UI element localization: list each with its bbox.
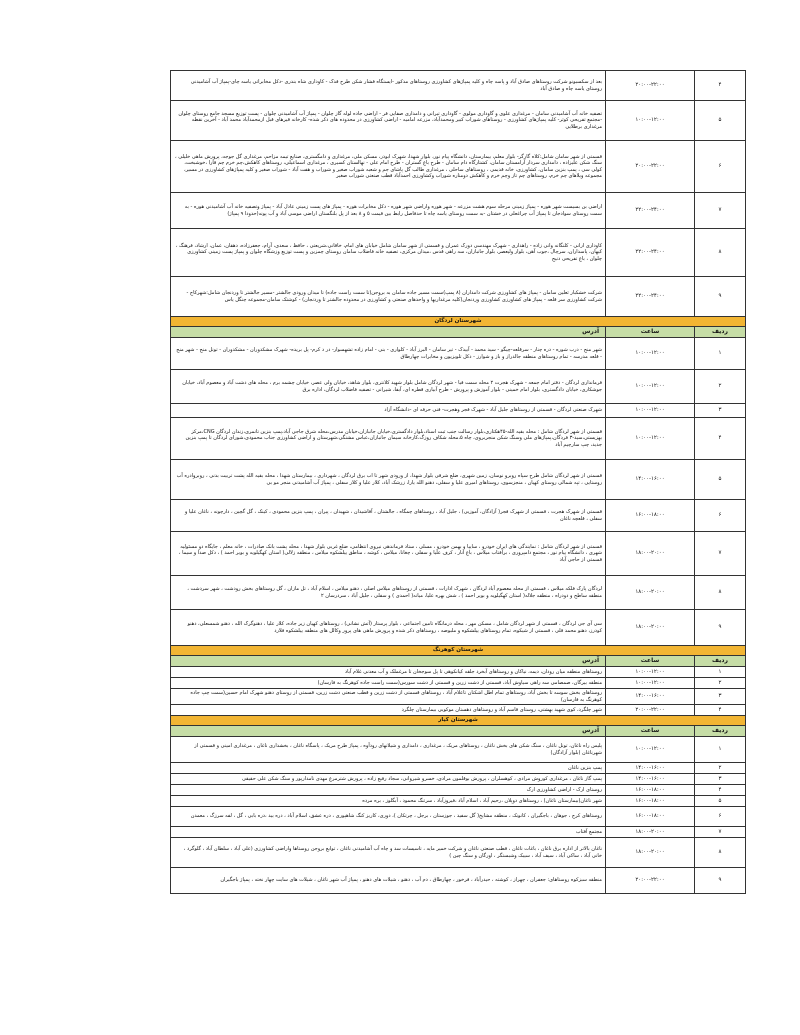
table-row (171, 338, 746, 370)
row-index: ۷ (695, 827, 746, 838)
row-time: ۱۶:۰۰-۱۸:۰۰ (606, 796, 695, 807)
table-row (171, 737, 746, 763)
row-index: ۶ (695, 141, 746, 193)
section-title-row (171, 317, 746, 327)
row-index: ۹ (695, 868, 746, 894)
row-index: ۵ (695, 796, 746, 807)
row-address: مجتمع آفتاب (171, 827, 606, 838)
row-address: پمپ بنزین ناغان (171, 763, 606, 774)
column-header-row (171, 656, 746, 667)
row-index: ۳ (695, 404, 746, 418)
row-index: ۲ (695, 370, 746, 404)
row-time: ۱۴:۰۰-۱۶:۰۰ (606, 763, 695, 774)
row-index: ۱ (695, 667, 746, 678)
section-title-row (171, 646, 746, 656)
row-address: قسمتی از شهر سامان شامل:کلاه گارگر- بلوار معلم، بیمارستان، دانشگاه پیام نور، بلوار شهدا، شهرک ابوذر، مسکن ملی، مرغداری و دامگستری، صنایع تیمه مزاحم، مرغداری گل جوجه، پرورش ماهی خلیلی ، سنگ شکن علیزاده ، دامداری سردار آرامستان سامان، کشتارگاه دام سامان - طرح باغ گستران - طرح امام علی - نهالستان کسیری ، مرغداری اسماعیلی، روستاهای کاهکش،چم خرم چم قارا ،خوشبخت، کولی سی ، پمپ بنزین سامان، کشاورزی، خانه قدیمی ، روستاهای ساحلی ، مرغداری طالب گل پاشای جم و شعبه شوراب صغیر و شوراب و هفت آباد - شوراب صغیر و کلیه پمپاژهای کشاورزی در مسیر، مجموعه ویلاهای چم خرم، روستاهای چم تاز وچم خرم و کاهکش دومناره شوراب وکشاورزی احمدآباد قطب صنعتی شوراب صغیر (171, 141, 606, 193)
table-row (171, 460, 746, 500)
row-address: قسمتی از شهرک هجرت ، قسمتی از شهرک فجر( آزادگان، آموزیی) ، جلیل آباد ، روستاهای چمگاه ، جالشتان ، آفاشیدان ، شهیدان ، پیران ، پمپ بنزین محمودی ، کینک ، گل گچین ، دارچونه ، ناغان علیا و سفلی ، قلعچه ناغان (171, 500, 606, 532)
table-row (171, 763, 746, 774)
table-row (171, 678, 746, 689)
row-index: ۴ (695, 785, 746, 796)
index-header: ردیف (695, 656, 746, 667)
table-row (171, 532, 746, 576)
row-time: ۲۰:۰۰-۲۲:۰۰ (606, 141, 695, 193)
row-address: منطقه بیرگان، صمصامی سه راهی سیاوش آباد، قسمتی از دشت زرین و قسمتی از دشت سورس(سمت راست جاده کوهرنگ به فارسان) (171, 678, 606, 689)
row-index: ۶ (695, 807, 746, 827)
row-index: ۷ (695, 193, 746, 229)
address-header: آدرس (171, 656, 606, 667)
row-address: روستای ارک - اراضی کشاورزی ارک (171, 785, 606, 796)
outage-schedule-page (170, 70, 746, 894)
row-time: ۱۶:۰۰-۱۸:۰۰ (606, 500, 695, 532)
row-time: ۱۴:۰۰-۱۶:۰۰ (606, 460, 695, 500)
row-address: قسمتی از شهر لردگان شامل طرح سپاه روبرو نوسان، زمین شهری، ضلع شرقی بلوار شهدا، از ورودی شهر تا اب برق لردگان ، شهرداری ، بیمارستان شهدا ، محله بقیه الله پشت تربیت بدنی ، روبروادره آب روستایی ، تپه شمالی روستای کهیان ، منجزسوی، روستاهای امیری علیا و سفلی، دهنو الله یارا، زرشک آباد، کلار علیا و کلار سفلی ، پمپاژ آب آشامیدنی منجر مو بی (171, 460, 606, 500)
row-index: ۳ (695, 689, 746, 705)
table-row (171, 785, 746, 796)
time-header: ساعت (606, 327, 695, 338)
row-index: ۴ (695, 705, 746, 716)
row-index: ۵ (695, 460, 746, 500)
row-time: ۲۰:۰۰-۲۲:۰۰ (606, 71, 695, 101)
row-time: ۱۰:۰۰-۱۲:۰۰ (606, 678, 695, 689)
row-time: ۱۸:۰۰-۲۰:۰۰ (606, 827, 695, 838)
table-row (171, 838, 746, 868)
row-index: ۴ (695, 418, 746, 460)
index-header: ردیف (695, 726, 746, 737)
row-time: ۱۶:۰۰-۱۸:۰۰ (606, 785, 695, 796)
row-time: ۱۶:۰۰-۱۸:۰۰ (606, 807, 695, 827)
table-row (171, 404, 746, 418)
address-header: آدرس (171, 327, 606, 338)
row-index: ۱ (695, 737, 746, 763)
row-address: روستاهای بخش سوسه تا بخش آباد، روستاهای تمام اطل اشکنان تاعلام آباد ، روستاهای قسمتی از دشت زرین و قطب صنعتی دشت زرین، قسمتی از روستای دهنو شهرک امام حسین(سمت چپ جاده کوهرنگ به فارسان) (171, 689, 606, 705)
table-row (171, 370, 746, 404)
row-time: ۱۴:۰۰-۱۶:۰۰ (606, 774, 695, 785)
row-address: شهرک صنعتی لردگان - قسمتی از روستاهای جلیل آباد - شهرک فجر وهجرت- فنی حرفه ای -دانشگاه آزاد (171, 404, 606, 418)
table-row (171, 277, 746, 317)
row-time: ۱۸:۰۰-۲۰:۰۰ (606, 532, 695, 576)
table-row (171, 827, 746, 838)
row-address: روستاهای منطقه میان رودان، دیمه، نیاکان و روستاهای آبخرد جلقه کیانکوهی تا پل سوجخان تا مرغملک و آب معدنی غلام آباد (171, 667, 606, 678)
table-row (171, 705, 746, 716)
row-index: ۲ (695, 678, 746, 689)
row-index: ۸ (695, 229, 746, 277)
row-address: سی آی جی لردگان ، قسمتی از شهر لردگان شامل ، مسکن مهر ، محله درمانگاه تامین اجتماعی ، بلوار پرستار (آتش نشانی) ، روستاهای کهیان زیر جاده، کلار علیا ، دهنوگرک الله ، دهنو شمسعلی، دهنو کودرز، دهنو محمد قلی ، قسمتی از شیکوه، تمام روستاهای ییلشکوه و ملبوصه ، روستاهای ذکر شده و پرورش ماهی های پرور وکالل های منطقه ییلشکوه فلارد (171, 610, 606, 646)
row-time: ۱۴:۰۰-۱۶:۰۰ (606, 689, 695, 705)
column-header-row (171, 726, 746, 737)
row-index: ۶ (695, 500, 746, 532)
row-time: ۱۰:۰۰-۱۲:۰۰ (606, 370, 695, 404)
table-row (171, 418, 746, 460)
section-title: شهرستان کیار (171, 716, 746, 726)
row-time: ۱۸:۰۰-۲۰:۰۰ (606, 610, 695, 646)
row-index: ۵ (695, 101, 746, 141)
row-address: ناغان بالاتر از اداره برق ناغان ، باغات ناغان ، قطب صنعتی ناغان و شرکت خمیر مایه ، تاسیسات سد و چاه آب آشامیدنی ناغان ، توابع بروجن روستاها واراضی کشاورزی (علی آباد ، سلطان آباد ، گلوگرد ، خانی آباد ، ساکی آباد ، سیف آباد ، سیبک وشبستگر ، اورگان و سنگ چین ) (171, 838, 606, 868)
row-time: ۲۲:۰۰-۲۴:۰۰ (606, 277, 695, 317)
row-address: روستاهای کرج ، جوهان ، باجگیران ، کانونک ، منطقه مشایخ( گل سفید ، جوزستان ، برجل ، چرتکان )، دوری، کاریز کنگ شاهپوری ، دره عشق، اسلام آباد ، دره بید ،دره بابی ، گل ، لفه سرزگ ، معمدن (171, 807, 606, 827)
address-header: آدرس (171, 726, 606, 737)
time-header: ساعت (606, 726, 695, 737)
table-row (171, 141, 746, 193)
row-address: پلیس راه ناغان، تونل ناغان ، سنگ شکن های بخش ناغان ، روستاهای مریک ، مرغداری ، دامداری و شیلاتهای رودآوه ، پمپاژ طرح مریک ، پاسگاه ناغان ، بخشداری ناغان ، مرغداری امینی و قسمتی از شهرناغان (بلوار آزادگان) (171, 737, 606, 763)
row-address: منطقه سبزکوه روستاهای: جعفران ، چهراز ، کوشته ، حیدرآباد ، فرخور ، چهارطاق ، دم آب ، دهنو ، شیلات های دهنو ، پمپاژ آب شهر ناغان ، شیلات های سایت چهار نخته ، پمپاژ باجگیران (171, 868, 606, 894)
outage-schedule-table (170, 70, 746, 894)
row-index: ۷ (695, 532, 746, 576)
table-row (171, 101, 746, 141)
row-address: قسمتی از شهر لردگان شامل : محله بقیه الله-۴۵هکتاری،بلوار رسالت جنب ثبت اسناد،بلوار دادگستری،خیابان جانبازان،خیابان مدرس،محله شرق جاجی آباد،پمپ بنزین تانمری،زندان لردگان CNG،مرکز بهزیستی،سید-۳ فردگان،پمپاژهای ملی وسنگ شکن منجربروی، چاه ۵،محله شکاف روزگ،کارخانه سیمان جانبازان،عباس مشنگی،شهرستان و اراضی کشاورزی جناب محمودی،شورای لردگان تا پمپ بنزین جدید، چپ سارچیم آباد (171, 418, 606, 460)
row-time: ۱۸:۰۰-۲۰:۰۰ (606, 838, 695, 868)
section-title: شهرستان لردگان (171, 317, 746, 327)
table-row (171, 689, 746, 705)
row-index: ۱ (695, 338, 746, 370)
row-index: ۸ (695, 576, 746, 610)
time-header: ساعت (606, 656, 695, 667)
row-time: ۱۰:۰۰-۱۲:۰۰ (606, 418, 695, 460)
index-header: ردیف (695, 327, 746, 338)
row-address: شهر منج - درب شوره - دره چنار - سرقلعه-چیگو - سید محمد - آبیدک - تیر سامان - البرز آباد - کلواری - بنی - امام زاده تشهسوار- در د کرم- پل بریده- شهرک مشکدوران - مشکدوران - تونل منج - شهر منج - قلعه مدرسه - تمام روستاهای منطقه جالدراز و باز و شوارز - دکل تلویزیون و مخابرات چهارطاق (171, 338, 606, 370)
schedule-body (171, 71, 746, 894)
row-address: تصفیه خانه آب آشامیدنی سامان - مرغداری علوی و گاوداری مولوی - گاوداری تیرانی و دامداری صفایی فر - اراضی جاده لوله گاز چلوان - پمپاژ آب آشامیدنی چلوان - پست توزیع مسجد جامع روستای چلوان -مجتمع تفریحی کوثر- کلیه پمپاژهای کشاورزی - روستاهای شوراب کبیر ومحمدآباد، مزرعه امامیه - اراضی کشاورزی در محدوده های ذکر شده- کارخانه قیرهای قبل ازمحمدآباد محمد آباد - آخرین نقطه مرغداری برطلایی (171, 101, 606, 141)
table-row (171, 193, 746, 229)
section-title-row (171, 716, 746, 726)
row-index: ۸ (695, 838, 746, 868)
table-row (171, 796, 746, 807)
table-row (171, 868, 746, 894)
row-address: بعد از سکسبونو شرکت روستاهای صادق آباد و پاسه چاه و کلیه پمپاژهای کشاورزی روستاهای مذکور -ایستگاه فشار شکن طرح فدک - کاوداری شاه بندری -دکل مخابراتی یاسه چای-پمپاژ آب آشامیدنی روستای یاسه چاه و صادق آباد (171, 71, 606, 101)
row-address: قسمتی از شهر لردگان شامل : نمایندگی های ایران خودرو ، سایپا و بهمن خودرو ، مسلی ، ستاد فرماندهی نیروی انتظامی، ضلع غربی بلوار شهدا ، محله پشت بانک صادرات ، خانه معلم ، جایگاه دو مسئولیه شهری ، دانشگاه پیام نور ، مجتمع دامپروری ، برآفتاب میلاس ، باغ انار ، کرف علیا و سفلی ، چغانا، میلاس ، کوشه ، مناطق ییلشکوه میلاس ، منطقه زلالی( استان کهگیلویه و بویر احمد ) ، دکل صدا و سیما ، قسمتی از حاجی آباد (171, 532, 606, 576)
row-address: فرمانداری لردگان - دفتر امام جمعه - شهرک هجرت ۲ محله سمت فیا - شهر لردگان شامل بلوار شهید کلانتری، بلوار شاهد، خیابان ولی عصر، خیابان چشمه برم ، محله های دشت آباد و معصوم آباد، خیابان جوشکاری، خیابان دادگستری، بلوار امام خمینی - بلوار آموزش و پرورش - طرح آبیاری قطره ای، آبفا، شیرانی - تصفیه فاضلاب لردگان، اداره برق (171, 370, 606, 404)
row-time: ۱۰:۰۰-۱۲:۰۰ (606, 338, 695, 370)
row-time: ۲۰:۰۰-۲۲:۰۰ (606, 705, 695, 716)
table-row (171, 610, 746, 646)
row-address: شهر ناغان(بیمارستان ناغان) ، روستاهای دوپلان ،رحیم آباد ، اسلام آباد ،فیروزآباد ، سرتنگ محمود ، آبگلوز ، بره مرده (171, 796, 606, 807)
table-row (171, 576, 746, 610)
row-time: ۲۲:۰۰-۲۴:۰۰ (606, 193, 695, 229)
table-row (171, 807, 746, 827)
section-title: شهرستان کوهرنگ (171, 646, 746, 656)
table-row (171, 774, 746, 785)
row-time: ۱۰:۰۰-۱۲:۰۰ (606, 404, 695, 418)
table-row (171, 500, 746, 532)
row-index: ۴ (695, 71, 746, 101)
table-row (171, 229, 746, 277)
row-time: ۱۸:۰۰-۲۰:۰۰ (606, 576, 695, 610)
row-time: ۲۲:۰۰-۲۴:۰۰ (606, 229, 695, 277)
row-address: کاوداری ارانی - کلنگانه وانی زاده - راهداری - شهرک مهندسی دورک عمران و قسمتی از شهر سامان شامل خیابان های امام، خاقانی،شریعتی ، حافظ ، سعدی، آرام، جعفرزاده، دهقان، عمان، ارشاد، فرهنگ ، کیهان، پاسداران، سرچال ،جوب آهن، بلوار ولیعصر، بلوار جانبازان، سه راهی قدس ،میدان مرکزی، تصفیه خانه فاضلاب سامان روستای چمزین و پست توزیع وزشگاه چلوان و پمپاژ پست زمینی کشاورزی چلوان ، باغ تفریحی دنیج (171, 229, 606, 277)
row-time: ۱۰:۰۰-۱۲:۰۰ (606, 101, 695, 141)
row-index: ۹ (695, 610, 746, 646)
row-address: اراضی بن بسیست شهر هوره - پمپاژ زمینی مرحله سوم هشت مزرعه - شهر هوره واراضی شهر هوره - دکل مخابرات هوره - پمپاژ های پست زمینی عادل آباد - پمپاژ وتصفیه خانه آب آشامیدنی هوره - به سمت روستای سوادجان تا پمپاژ آب چراغعلی در خشتان -به سمت روستای یاسه چاه تا حدفاصل رابط بین قیمت ۵ و ۸ بعد از پل بلنگستان اراضی موسی آباد و آب پونه(حدودا ۹ پمپاژ) (171, 193, 606, 229)
column-header-row (171, 327, 746, 338)
row-address: شهر چلگرد، کوی شهید بهشتی، روستای قاسم آباد و روستاهای دهستان موکویی بیمارستان چلگرد (171, 705, 606, 716)
row-time: ۱۰:۰۰-۱۲:۰۰ (606, 667, 695, 678)
row-address: لردگان پارک فلکه میلاس ، قسمتی از محله معصوم آباد لردگان ، شهرک ادارات ، قسمتی از روستاهای میلاس اصلی ، دهنو میلاس ، اسلام آباد ، تل مازان ، گل روستاهای بخش رودشت ، شهر سردشت ، منطقه ساطح و دودراه ، منطقه جلاله( استان کهگیلویه و بویر احمد ) ، شش بهره علیا، میانه( احمدی ) و سفلی ، جلیل آباد ، سردرسان ۲ (171, 576, 606, 610)
row-address: پمپ گاز ناغان ، مرغداری کوروش مرادی ، کوهسلران ، پرورش بوقلمون مرادی، خسرو شیروانی، سجاد رفیع زاده ، پرورش شترمرغ مهدی نامدارپور و سنگ شکن علی حقیقی (171, 774, 606, 785)
row-index: ۲ (695, 763, 746, 774)
table-row (171, 667, 746, 678)
row-time: ۲۰:۰۰-۲۲:۰۰ (606, 868, 695, 894)
row-time: ۱۰:۰۰-۱۲:۰۰ (606, 737, 695, 763)
table-row (171, 71, 746, 101)
row-index: ۳ (695, 774, 746, 785)
row-address: شرکت خشکبار ثعلین سامان - پمپاژ های کشاورزی شرکت دامداران (۸ پمپ)سمت مسیر جاده سامان به بروجن(تا سمت راست جاده) تا میدان ورودی جالشتر -مسیر جالشتر تا وردنجان شامل:شهرکاج - شرکت کشاورزی سر قلعه - پمپاژ های کشاورزی کشاورزی وردنجان(کلیه مرغداریها و واحدهای صنعتی و کشاورزی در محدوده جالشتر تا وردنجان) - کوشتک سامان-مجموعه چنگل یاس (171, 277, 606, 317)
row-index: ۹ (695, 277, 746, 317)
